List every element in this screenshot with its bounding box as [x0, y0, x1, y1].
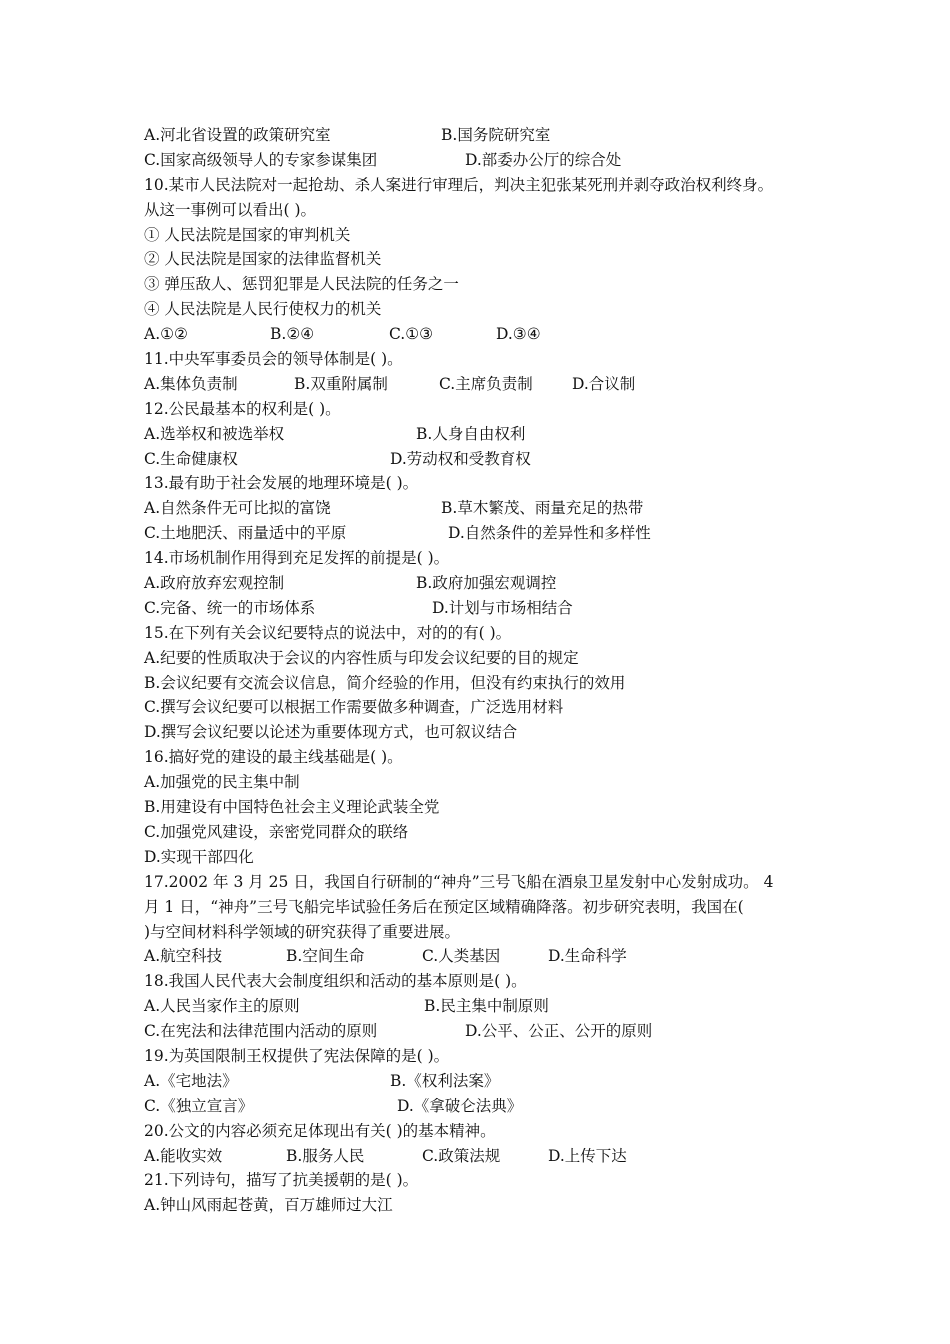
option-d: D.上传下达: [548, 1146, 627, 1165]
option-row: [144, 422, 824, 447]
option-c: C.在宪法和法律范围内活动的原则: [144, 1022, 378, 1041]
option-a: A.《宅地法》: [144, 1071, 238, 1090]
option-row: [144, 521, 824, 546]
option-a: A.人民当家作主的原则: [144, 997, 300, 1016]
option-d: D.合议制: [572, 374, 636, 393]
option-d: D.③④: [496, 325, 541, 344]
option-c: C.加强党风建设，亲密党同群众的联络: [144, 822, 409, 841]
option-b: B.空间生命: [286, 947, 365, 966]
option-row: [144, 994, 824, 1019]
option-row: [144, 372, 824, 397]
statement-item: ① 人民法院是国家的审判机关: [144, 225, 351, 244]
option-row: [144, 1094, 824, 1119]
option-row: [144, 596, 824, 621]
option-b: B.②④: [270, 325, 315, 344]
option-row: [144, 447, 824, 472]
option-row: [144, 123, 824, 148]
option-b: B.双重附属制: [294, 374, 388, 393]
option-c: C.《独立宣言》: [144, 1096, 254, 1115]
question-text: 从这一事例可以看出( )。: [144, 200, 317, 219]
question-13: 13.最有助于社会发展的地理环境是( )。: [144, 474, 419, 493]
option-d: D.公平、公正、公开的原则: [465, 1022, 653, 1041]
option-b: B.用建设有中国特色社会主义理论武装全党: [144, 798, 440, 817]
option-a: A.①②: [144, 325, 188, 344]
option-b: B.政府加强宏观调控: [416, 574, 557, 593]
option-c: C.国家高级领导人的专家参谋集团: [144, 150, 378, 169]
option-row: [144, 1019, 824, 1044]
option-d: D.实现干部四化: [144, 847, 254, 866]
option-c: C.①③: [389, 325, 434, 344]
option-a: A.加强党的民主集中制: [144, 773, 300, 792]
option-row: [144, 1144, 824, 1169]
option-row: [144, 1069, 824, 1094]
question-text: 月 1 日，“神舟”三号飞船完毕试验任务后在预定区域精确降落。初步研究表明，我国在(: [144, 897, 744, 916]
option-c: C.主席负责制: [439, 374, 533, 393]
question-10: 10.某市人民法院对一起抢劫、杀人案进行审理后，判决主犯张某死刑并剥夺政治权利终身。: [144, 175, 774, 194]
option-c: C.完备、统一的市场体系: [144, 598, 316, 617]
question-17: 17.2002 年 3 月 25 日，我国自行研制的“神舟”三号飞船在酒泉卫星发射中心发射成功。 4: [144, 872, 774, 891]
option-b: B.国务院研究室: [441, 126, 551, 144]
option-b: B.草木繁茂、雨量充足的热带: [441, 499, 644, 518]
question-16: 16.搞好党的建设的最主线基础是( )。: [144, 748, 403, 767]
question-14: 14.市场机制作用得到充足发挥的前提是( )。: [144, 549, 450, 568]
option-a: A.纪要的性质取决于会议的内容性质与印发会议纪要的目的规定: [144, 648, 579, 667]
option-a: A.政府放弃宏观控制: [144, 574, 285, 593]
option-b: B.人身自由权利: [416, 424, 526, 443]
question-20: 20.公文的内容必须充足体现出有关( )的基本精神。: [144, 1121, 496, 1140]
question-19: 19.为英国限制王权提供了宪法保障的是( )。: [144, 1046, 450, 1065]
option-d: D.劳动权和受教育权: [390, 449, 531, 468]
option-row: [144, 148, 824, 173]
option-a: A.选举权和被选举权: [144, 424, 285, 443]
option-c: C.人类基因: [422, 947, 501, 966]
option-d: D.《拿破仑法典》: [397, 1096, 523, 1115]
option-d: D.撰写会议纪要以论述为重要体现方式，也可叙议结合: [144, 723, 518, 742]
question-15: 15.在下列有关会议纪要特点的说法中，对的的有( )。: [144, 623, 512, 642]
option-a: A.集体负责制: [144, 374, 238, 393]
question-18: 18.我国人民代表大会制度组织和活动的基本原则是( )。: [144, 972, 527, 991]
option-a: A.钟山风雨起苍黄，百万雄师过大江: [144, 1196, 393, 1215]
option-c: C.政策法规: [422, 1146, 501, 1165]
statement-item: ④ 人民法院是人民行使权力的机关: [144, 300, 382, 319]
option-d: D.部委办公厅的综合处: [465, 150, 622, 169]
question-text: )与空间材料科学领域的研究获得了重要进展。: [144, 922, 461, 941]
option-a: A.能收实效: [144, 1146, 223, 1165]
option-b: B.会议纪要有交流会议信息，简介经验的作用，但没有约束执行的效用: [144, 673, 626, 692]
option-row: [144, 571, 824, 596]
option-d: D.自然条件的差异性和多样性: [448, 524, 651, 543]
option-c: C.撰写会议纪要可以根据工作需要做多种调查，广泛选用材料: [144, 698, 564, 717]
option-b: B.《权利法案》: [390, 1071, 500, 1090]
question-21: 21.下列诗句，描写了抗美援朝的是( )。: [144, 1171, 419, 1190]
option-row: [144, 322, 824, 347]
statement-item: ② 人民法院是国家的法律监督机关: [144, 250, 382, 269]
option-b: B.民主集中制原则: [424, 997, 549, 1016]
option-c: C.土地肥沃、雨量适中的平原: [144, 524, 347, 543]
option-a: A.自然条件无可比拟的富饶: [144, 499, 331, 518]
option-d: D.生命科学: [548, 947, 627, 966]
option-b: B.服务人民: [286, 1146, 365, 1165]
question-12: 12.公民最基本的权利是( )。: [144, 399, 341, 418]
statement-item: ③ 弹压敌人、惩罚犯罪是人民法院的任务之一: [144, 275, 459, 294]
option-row: [144, 496, 824, 521]
question-11: 11.中央军事委员会的领导体制是( )。: [144, 350, 403, 369]
option-row: [144, 944, 824, 969]
option-a: A.河北省设置的政策研究室: [144, 126, 331, 144]
exam-text: [144, 123, 824, 1218]
option-d: D.计划与市场相结合: [432, 598, 573, 617]
option-a: A.航空科技: [144, 947, 223, 966]
option-c: C.生命健康权: [144, 449, 238, 468]
